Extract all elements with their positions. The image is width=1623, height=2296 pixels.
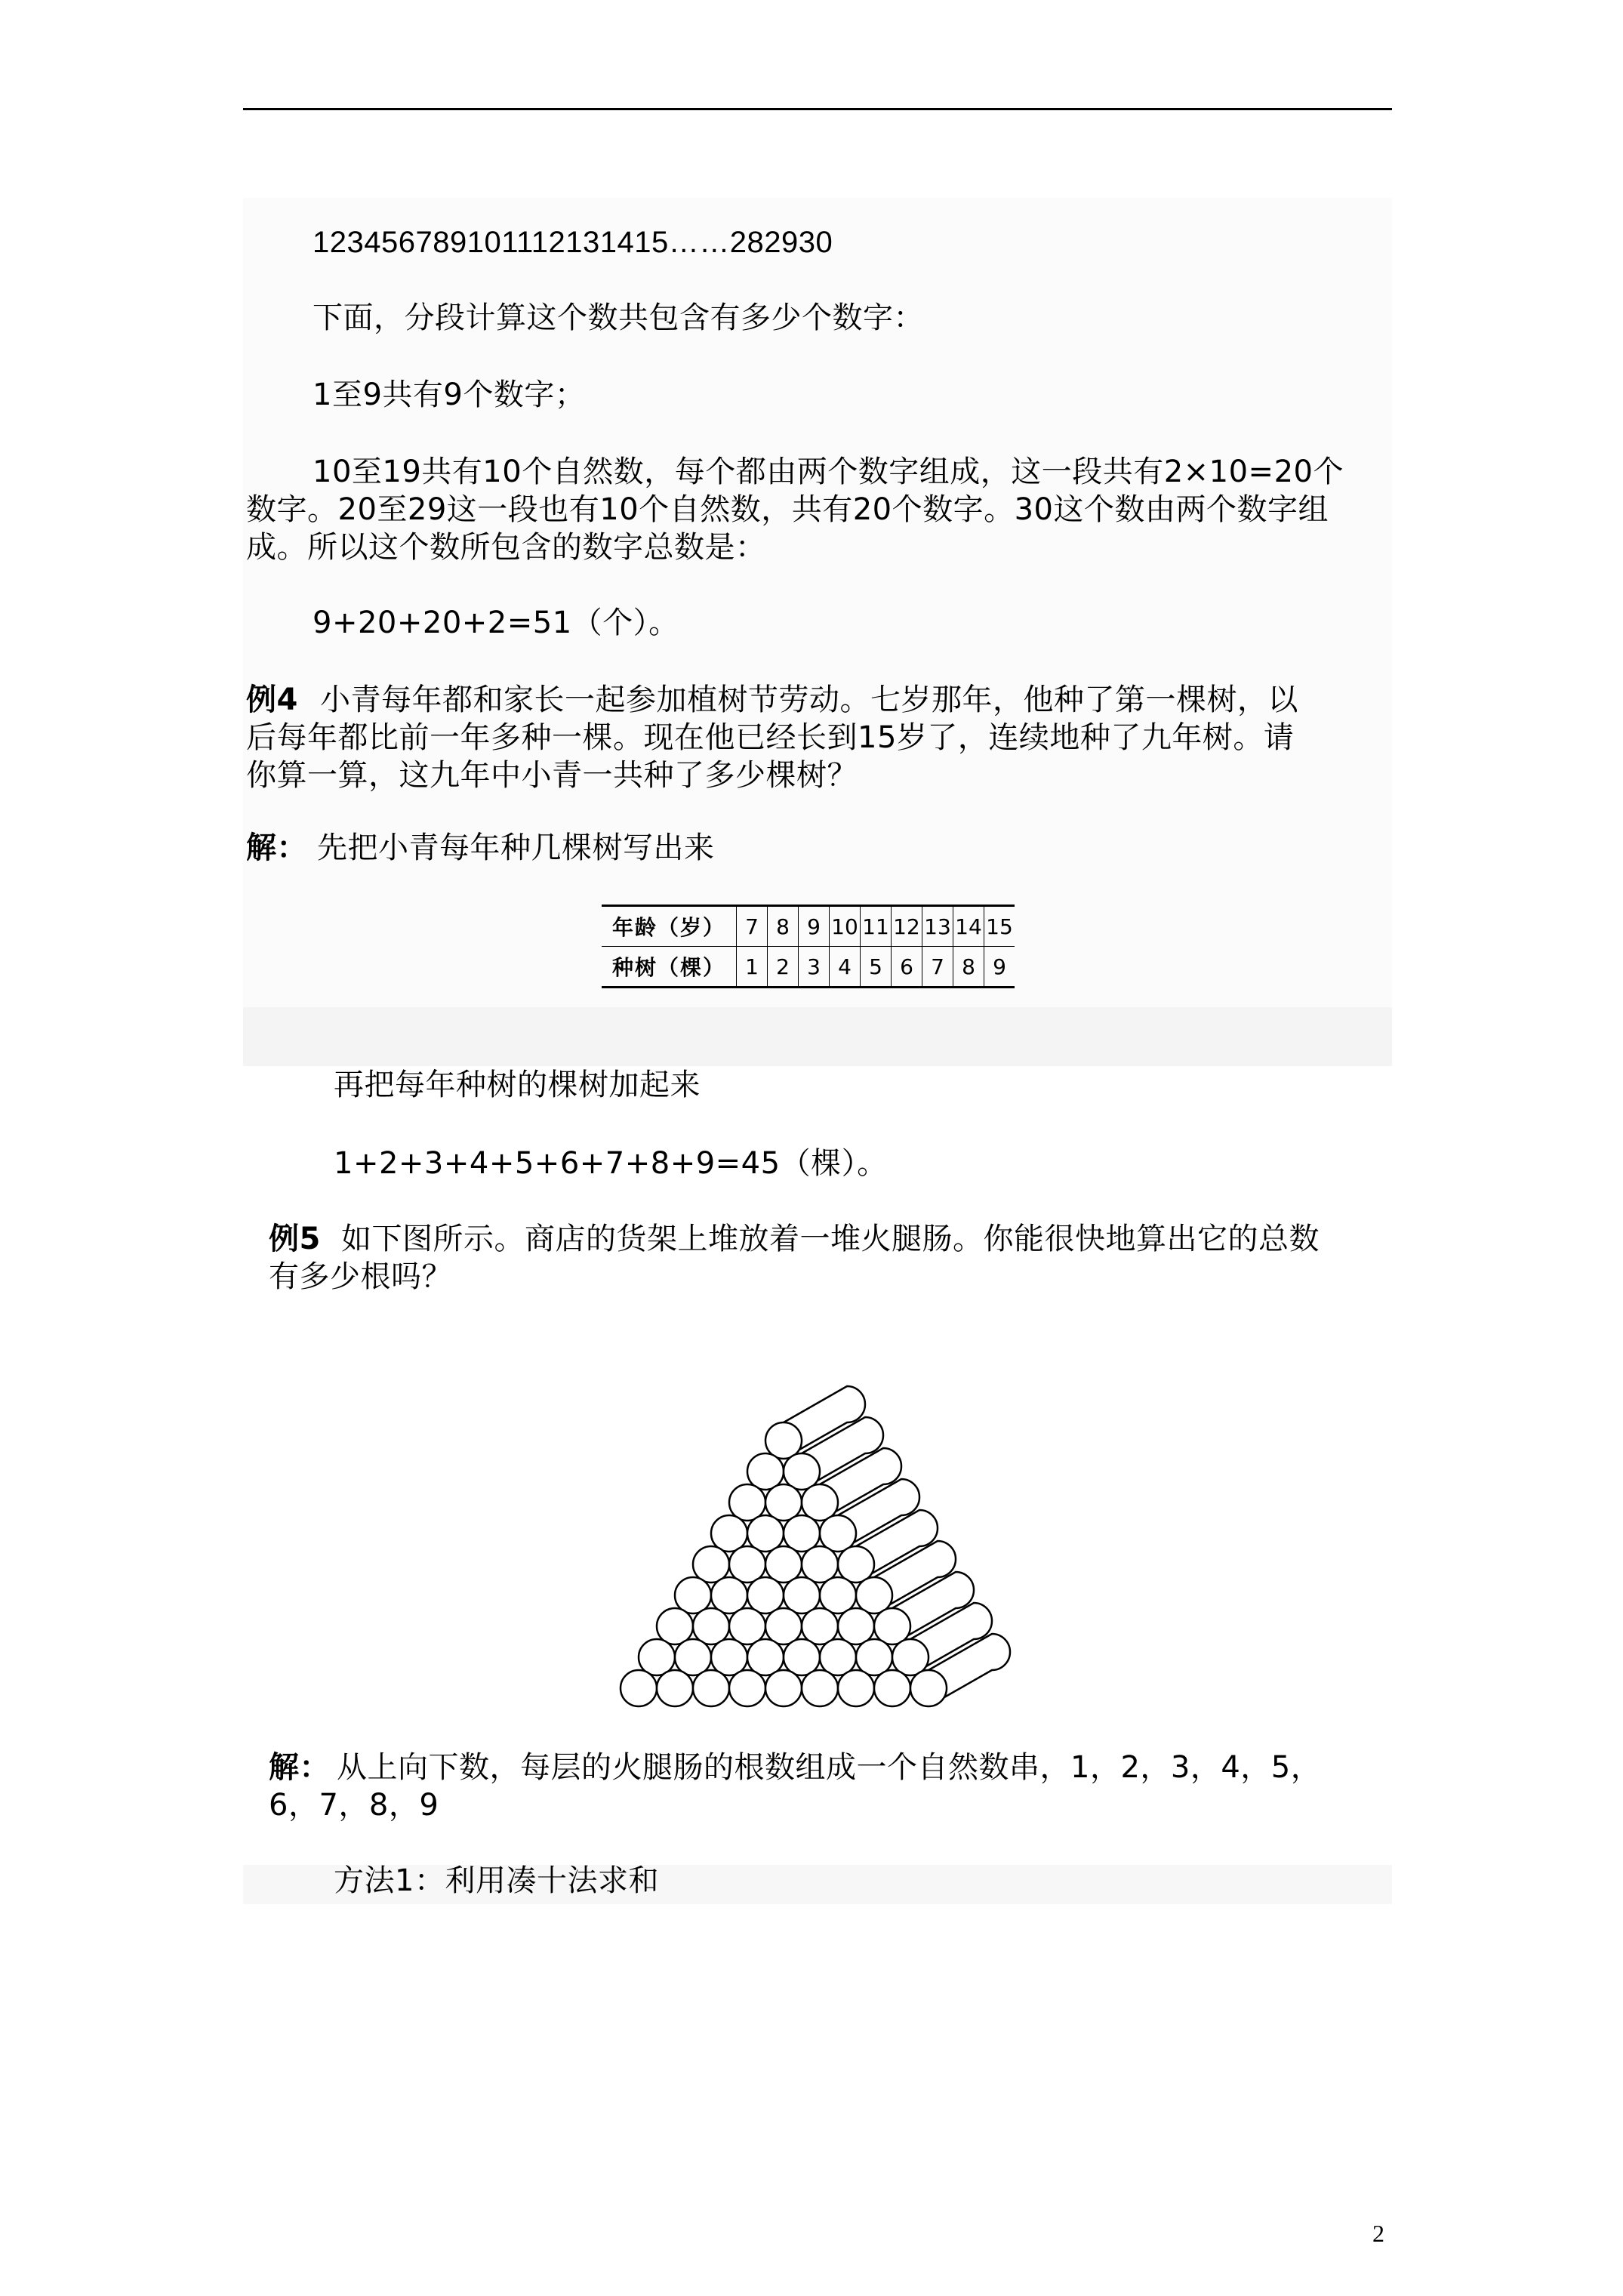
example4-line-1: 小青每年都和家长一起参加植树节劳动。七岁那年，他种了第一棵树，以 xyxy=(320,683,1298,717)
table-cell: 8 xyxy=(953,947,984,988)
table-cell: 7 xyxy=(737,906,768,947)
sausage-end xyxy=(910,1670,947,1706)
digits-line: 123456789101112131415……282930 xyxy=(313,226,833,259)
example4-solution-text: 先把小青每年种几棵树写出来 xyxy=(317,831,715,865)
sausage-pile-figure xyxy=(604,1329,1072,1721)
table-cell: 4 xyxy=(830,947,861,988)
table-header-age: 年龄（岁） xyxy=(602,906,737,947)
table-cell: 2 xyxy=(768,947,799,988)
sausage-end xyxy=(657,1670,693,1706)
table-cell: 7 xyxy=(922,947,953,988)
table-cell: 11 xyxy=(861,906,892,947)
example5-solution-label: 解： xyxy=(269,1750,330,1785)
sausage-end xyxy=(729,1670,765,1706)
example5-solution-line-1: 从上向下数，每层的火腿肠的根数组成一个自然数串，1，2，3，4，5， xyxy=(337,1750,1322,1785)
page-number: 2 xyxy=(1372,2220,1384,2247)
example5-label: 例5 xyxy=(269,1222,321,1256)
table-cell: 12 xyxy=(892,906,922,947)
sausage-end xyxy=(765,1670,802,1706)
example5-solution-line-2: 6，7，8，9 xyxy=(269,1788,439,1823)
table-row-trees xyxy=(602,947,1015,988)
sausage-end xyxy=(874,1670,910,1706)
example4-line-3: 你算一算，这九年中小青一共种了多少棵树？ xyxy=(246,758,858,793)
example4-solution-label: 解： xyxy=(246,831,307,865)
example5-line-1: 如下图所示。商店的货架上堆放着一堆火腿肠。你能很快地算出它的总数 xyxy=(341,1222,1320,1256)
table-cell: 13 xyxy=(922,906,953,947)
table-header-trees: 种树（棵） xyxy=(602,947,737,988)
table-cell: 9 xyxy=(799,906,830,947)
table-cell: 1 xyxy=(737,947,768,988)
table-row-age xyxy=(602,906,1015,947)
table-cell: 15 xyxy=(984,906,1015,947)
table-cell: 14 xyxy=(953,906,984,947)
sausage-end xyxy=(838,1670,874,1706)
sausage-end xyxy=(802,1670,838,1706)
header-rule xyxy=(243,108,1392,110)
then-text: 再把每年种树的棵树加起来 xyxy=(334,1068,701,1102)
part2-line-2: 数字。20至29这一段也有10个自然数，共有20个数字。30这个数由两个数字组 xyxy=(246,492,1329,527)
sausage-end xyxy=(693,1670,729,1706)
table-cell: 10 xyxy=(830,906,861,947)
gray-strip xyxy=(243,1007,1392,1066)
example5-line-2: 有多少根吗？ xyxy=(269,1259,452,1294)
sum-text: 1+2+3+4+5+6+7+8+9=45（棵）。 xyxy=(334,1146,888,1181)
part2-line-1: 10至19共有10个自然数，每个都由两个数字组成，这一段共有2×10=20个 xyxy=(313,455,1344,489)
sausage-end xyxy=(621,1670,657,1706)
example4-label: 例4 xyxy=(246,683,298,717)
table-cell: 9 xyxy=(984,947,1015,988)
table-cell: 5 xyxy=(861,947,892,988)
part2-line-3: 成。所以这个数所包含的数字总数是： xyxy=(246,530,766,565)
part1-text: 1至9共有9个数字； xyxy=(313,378,586,412)
planting-table xyxy=(602,905,1015,988)
total-text: 9+20+20+2=51（个）。 xyxy=(313,606,679,640)
method1-text: 方法1：利用凑十法求和 xyxy=(334,1863,659,1898)
table-cell: 6 xyxy=(892,947,922,988)
example4-line-2: 后每年都比前一年多种一棵。现在他已经长到15岁了，连续地种了九年树。请 xyxy=(246,720,1295,755)
intro-text: 下面，分段计算这个数共包含有多少个数字： xyxy=(313,300,924,335)
table-cell: 3 xyxy=(799,947,830,988)
table-cell: 8 xyxy=(768,906,799,947)
